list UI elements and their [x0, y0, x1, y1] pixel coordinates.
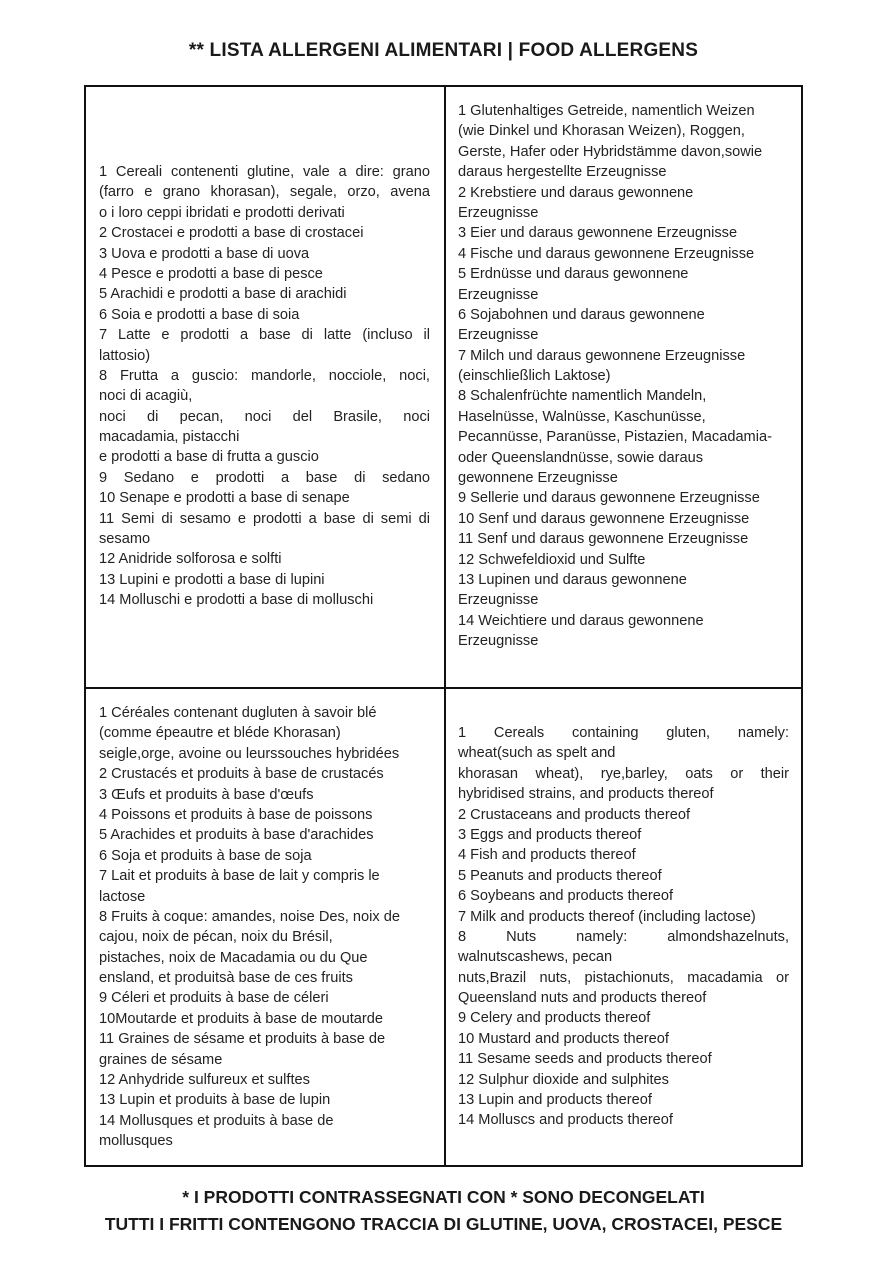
list-item: 4 Pesce e prodotti a base di pesce — [99, 265, 323, 282]
list-item: pistaches, noix de Macadamia ou du Que — [99, 949, 368, 966]
list-item: 13 Lupin and products thereof — [458, 1092, 652, 1109]
list-item: 7 Milch und daraus gewonnene Erzeugnisse — [458, 347, 746, 364]
list-item: 6 Sojabohnen und daraus gewonnene — [458, 306, 705, 323]
list-item: 2 Crostacei e prodotti a base di crostacei — [99, 225, 364, 242]
list-item: noci di pecan, noci del Brasile, noci — [99, 408, 430, 425]
list-item: 3 Uova e prodotti a base di uova — [99, 245, 310, 262]
list-item: 4 Fish and products thereof — [458, 847, 636, 864]
list-item: cajou, noix de pécan, noix du Brésil, — [99, 929, 333, 946]
list-item: 9 Céleri et produits à base de céleri — [99, 990, 329, 1007]
list-item: Pecannüsse, Paranüsse, Pistazien, Macadamia- — [458, 429, 772, 446]
list-item: Erzeugnisse — [458, 286, 539, 303]
german-allergen-list — [458, 101, 789, 652]
italian-allergen-list — [99, 162, 430, 611]
list-item: 11 Sesame seeds and products thereof — [458, 1051, 712, 1068]
list-item: 6 Soja et produits à base de soja — [99, 847, 312, 864]
list-item: 12 Sulphur dioxide and sulphites — [458, 1071, 669, 1088]
list-item: 6 Soybeans and products thereof — [458, 888, 674, 905]
list-item: 5 Arachides et produits à base d'arachides — [99, 827, 374, 844]
list-item: Erzeugnisse — [458, 592, 539, 609]
french-allergen-list — [99, 703, 430, 1152]
list-item: 9 Sedano e prodotti a base di sedano — [99, 469, 430, 486]
footer-defrosted-note: * I PRODOTTI CONTRASSEGNATI CON * SONO DECONGELATI — [182, 1187, 705, 1207]
list-item: 10Moutarde et produits à base de moutarde — [99, 1010, 383, 1027]
list-item: 10 Mustard and products thereof — [458, 1030, 669, 1047]
list-item: 1 Céréales contenant dugluten à savoir blé — [99, 705, 377, 721]
list-item: oder Queenslandnüsse, sowie daraus — [458, 449, 704, 466]
list-item: 13 Lupin et produits à base de lupin — [99, 1092, 331, 1109]
list-item: 12 Anhydride sulfureux et sulftes — [99, 1072, 310, 1089]
list-item: (einschließlich Laktose) — [458, 368, 611, 385]
list-item: Haselnüsse, Walnüsse, Kaschunüsse, — [458, 408, 706, 425]
list-item: 10 Senf und daraus gewonnene Erzeugnisse — [458, 510, 750, 527]
list-item: macadamia, pistacchi — [99, 429, 240, 446]
column-divider — [444, 87, 446, 1165]
list-item: 9 Sellerie und daraus gewonnene Erzeugnisse — [458, 490, 760, 507]
list-item: 12 Anidride solforosa e solfti — [99, 551, 282, 568]
list-item: wheat(such as spelt and — [458, 745, 616, 762]
list-item: 7 Latte e prodotti a base di latte (incluso il — [99, 327, 430, 344]
list-item: (wie Dinkel und Khorasan Weizen), Roggen, — [458, 123, 745, 140]
list-item: e prodotti a base di frutta a guscio — [99, 449, 319, 466]
list-item: 13 Lupini e prodotti a base di lupini — [99, 571, 325, 588]
list-item: 8 Frutta a guscio: mandorle, nocciole, noci, — [99, 367, 430, 384]
list-item: gewonnene Erzeugnisse — [458, 470, 618, 487]
list-item: 12 Schwefeldioxid und Sulfte — [458, 551, 646, 568]
list-item: nuts,Brazil nuts, pistachionuts, macadamia or — [458, 969, 789, 986]
english-allergen-list — [458, 723, 789, 1131]
list-item: 5 Arachidi e prodotti a base di arachidi — [99, 286, 347, 303]
list-item: 1 Cereals containing gluten, namely: — [458, 725, 789, 741]
list-item: 11 Semi di sesamo e prodotti a base di semi di — [99, 510, 430, 527]
list-item: 8 Nuts namely: almondshazelnuts, — [458, 928, 789, 945]
list-item: 4 Poissons et produits à base de poissons — [99, 806, 373, 823]
list-item: o i loro ceppi ibridati e prodotti derivati — [99, 204, 345, 221]
list-item: 10 Senape e prodotti a base di senape — [99, 490, 350, 507]
list-item: 13 Lupinen und daraus gewonnene — [458, 571, 687, 588]
list-item: seigle,orge, avoine ou leurssouches hybridées — [99, 745, 400, 762]
list-item: Erzeugnisse — [458, 327, 539, 344]
list-item: 2 Crustacés et produits à base de crustacés — [99, 766, 384, 783]
list-item: lattosio) — [99, 347, 151, 364]
list-item: daraus hergestellte Erzeugnisse — [458, 164, 667, 181]
list-item: Erzeugnisse — [458, 633, 539, 650]
list-item: hybridised strains, and products thereof — [458, 786, 714, 803]
list-item: Queensland nuts and products thereof — [458, 990, 707, 1007]
list-item: 3 Œufs et produits à base d'œufs — [99, 786, 314, 803]
list-item: 11 Graines de sésame et produits à base de — [99, 1031, 386, 1048]
list-item: 5 Erdnüsse und daraus gewonnene — [458, 266, 689, 283]
list-item: 14 Molluschi e prodotti a base di molluschi — [99, 592, 374, 609]
list-item: 1 Cereali contenenti glutine, vale a dire: grano — [99, 164, 430, 180]
list-item: khorasan wheat), rye,barley, oats or their — [458, 765, 789, 782]
list-item: mollusques — [99, 1133, 173, 1150]
list-item: 14 Mollusques et produits à base de — [99, 1112, 334, 1129]
list-item: 1 Glutenhaltiges Getreide, namentlich Weizen — [458, 103, 755, 119]
list-item: lactose — [99, 888, 146, 905]
list-item: (comme épeautre et bléde Khorasan) — [99, 725, 341, 742]
page-title: ** LISTA ALLERGENI ALIMENTARI | FOOD ALLERGENS — [188, 40, 699, 61]
list-item: 9 Celery and products thereof — [458, 1010, 651, 1027]
footer-fried-traces-note: TUTTI I FRITTI CONTENGONO TRACCIA DI GLUTINE, UOVA, CROSTACEI, PESCE — [104, 1214, 783, 1234]
list-item: 6 Soia e prodotti a base di soia — [99, 306, 300, 323]
list-item: Erzeugnisse — [458, 204, 539, 221]
list-item: sesamo — [99, 531, 151, 548]
list-item: 3 Eier und daraus gewonnene Erzeugnisse — [458, 225, 738, 242]
list-item: walnutscashews, pecan — [458, 949, 613, 966]
list-item: 4 Fische und daraus gewonnene Erzeugnisse — [458, 245, 755, 262]
list-item: 8 Schalenfrüchte namentlich Mandeln, — [458, 388, 707, 405]
list-item: 11 Senf und daraus gewonnene Erzeugnisse — [458, 531, 749, 548]
list-item: Gerste, Hafer oder Hybridstämme davon,sowie — [458, 143, 763, 160]
list-item: 2 Crustaceans and products thereof — [458, 806, 691, 823]
list-item: 14 Molluscs and products thereof — [458, 1112, 673, 1129]
list-item: 7 Lait et produits à base de lait y compris le — [99, 868, 380, 885]
list-item: 7 Milk and products thereof (including lactose) — [458, 908, 756, 925]
list-item: 2 Krebstiere und daraus gewonnene — [458, 184, 694, 201]
list-item: graines de sésame — [99, 1051, 223, 1068]
list-item: (farro e grano khorasan), segale, orzo, avena — [99, 184, 430, 201]
row-divider — [86, 687, 801, 689]
list-item: 14 Weichtiere und daraus gewonnene — [458, 612, 704, 629]
list-item: 3 Eggs and products thereof — [458, 826, 642, 843]
list-item: 8 Fruits à coque: amandes, noise Des, noix de — [99, 908, 400, 925]
list-item: ensland, et produitsà base de ces fruits — [99, 970, 353, 987]
list-item: 5 Peanuts and products thereof — [458, 867, 662, 884]
list-item: noci di acagiù, — [99, 388, 193, 405]
